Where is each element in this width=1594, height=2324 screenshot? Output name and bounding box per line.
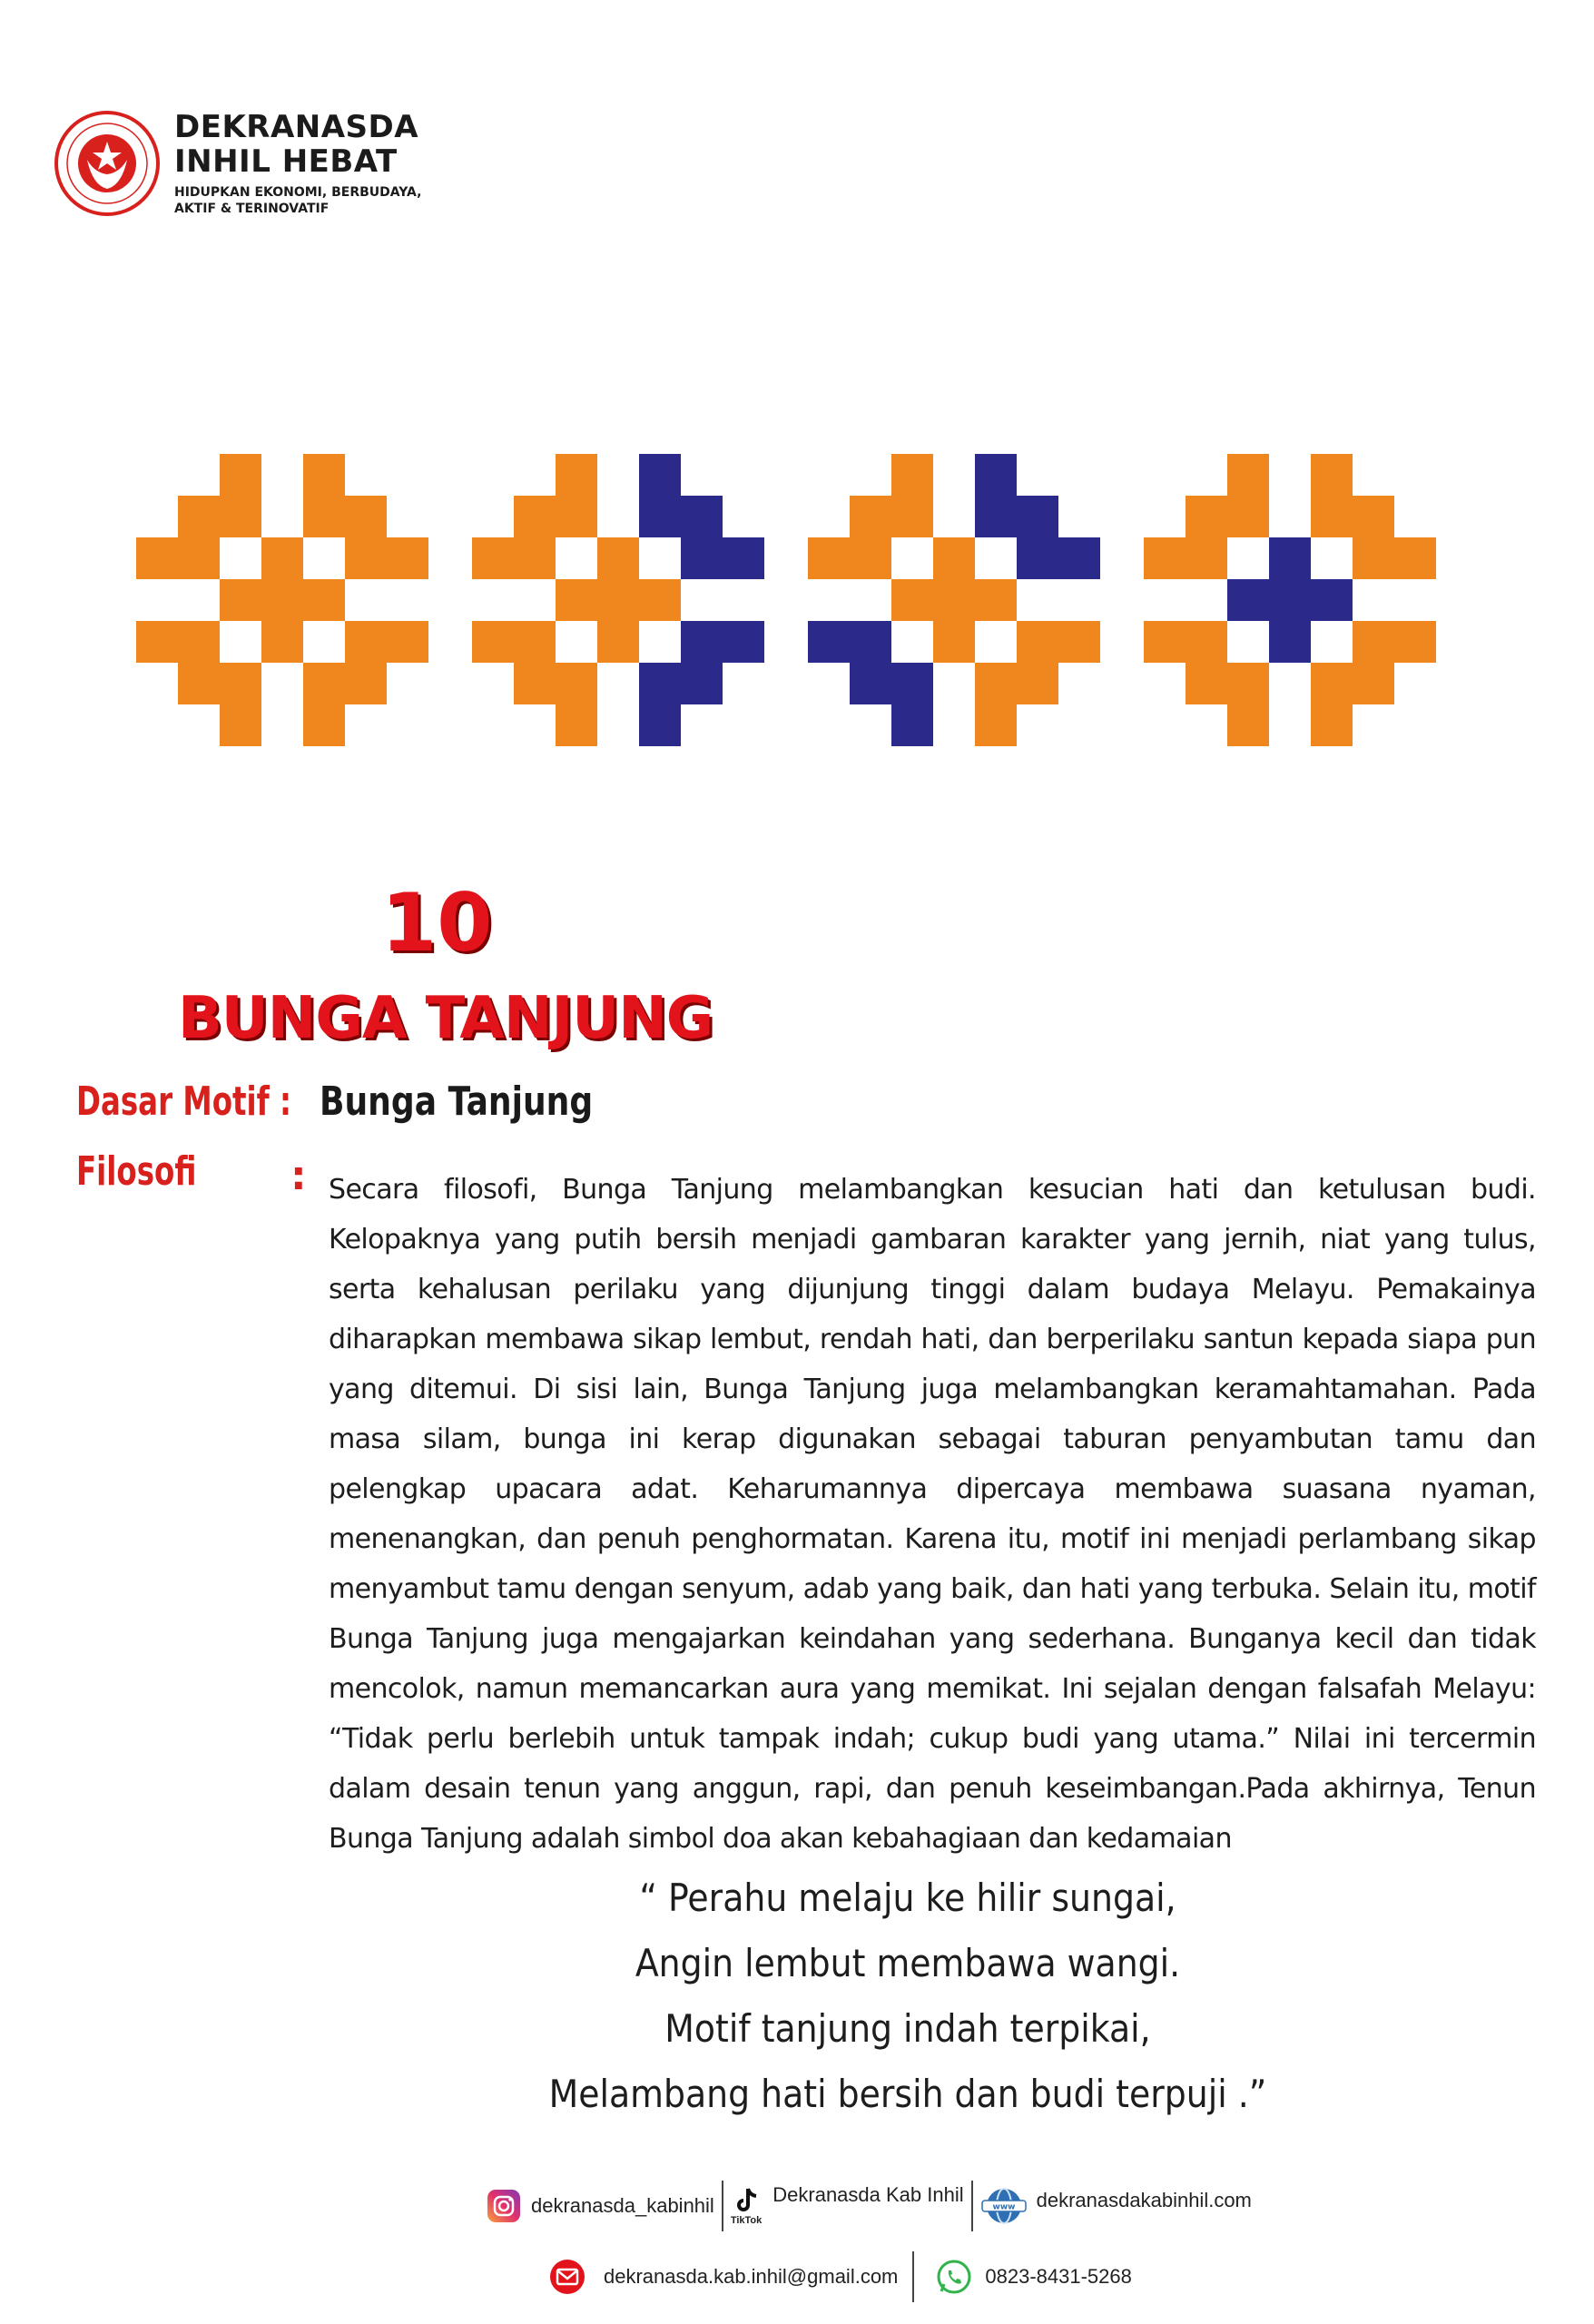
motif-tile bbox=[639, 704, 681, 746]
motif-tile bbox=[514, 621, 556, 663]
motif-tile bbox=[597, 537, 639, 579]
motif-tile bbox=[1269, 537, 1311, 579]
tiktok-handle: Dekranasda Kab Inhil bbox=[772, 2183, 964, 2206]
phone-number: 0823-8431-5268 bbox=[985, 2265, 1132, 2288]
motif-tile bbox=[975, 579, 1017, 621]
brand-name-line2: INHIL HEBAT bbox=[174, 143, 398, 180]
brand-text bbox=[174, 110, 421, 217]
motif-tile bbox=[1017, 621, 1058, 663]
brand-header bbox=[53, 109, 421, 218]
motif-tile bbox=[1017, 496, 1058, 537]
motif-tile bbox=[1227, 579, 1269, 621]
motif-tile bbox=[808, 621, 850, 663]
motif-tile bbox=[850, 621, 891, 663]
motif-tile bbox=[1353, 621, 1394, 663]
motif-tile bbox=[639, 496, 681, 537]
motif-tile bbox=[556, 454, 597, 496]
motif-tile bbox=[1394, 621, 1436, 663]
instagram-handle: dekranasda_kabinhil bbox=[531, 2194, 714, 2217]
motif-tile bbox=[681, 537, 723, 579]
motif-tile bbox=[178, 621, 220, 663]
motif-tile bbox=[1144, 621, 1186, 663]
motif-tile bbox=[556, 704, 597, 746]
motif-tile bbox=[220, 663, 261, 704]
dasar-motif-value: Bunga Tanjung bbox=[320, 1078, 594, 1125]
divider bbox=[971, 2181, 973, 2231]
motif-tile bbox=[514, 663, 556, 704]
motif-tile bbox=[514, 496, 556, 537]
motif-tile bbox=[472, 621, 514, 663]
motif-tile bbox=[1311, 496, 1353, 537]
motif-tile bbox=[891, 454, 933, 496]
poem bbox=[499, 1866, 1316, 2127]
motif-tile bbox=[220, 579, 261, 621]
motif-tile bbox=[220, 454, 261, 496]
phone-link[interactable] bbox=[936, 2259, 1131, 2295]
motif-tile bbox=[1353, 537, 1394, 579]
motif-tile bbox=[933, 537, 975, 579]
instagram-link[interactable] bbox=[486, 2188, 714, 2224]
motif-tile bbox=[514, 537, 556, 579]
motif-tile bbox=[808, 537, 850, 579]
motif-tile bbox=[639, 579, 681, 621]
dekranasda-logo-icon bbox=[53, 109, 162, 218]
motif-tile bbox=[345, 537, 387, 579]
motif-tile bbox=[345, 663, 387, 704]
motif-tile bbox=[891, 704, 933, 746]
motif-pattern bbox=[1144, 454, 1436, 746]
motif-illustrations bbox=[136, 440, 1480, 776]
motif-tile bbox=[220, 496, 261, 537]
tiktok-icon bbox=[733, 2186, 760, 2215]
motif-tile bbox=[387, 621, 428, 663]
motif-tile bbox=[933, 579, 975, 621]
motif-tile bbox=[850, 537, 891, 579]
motif-tile bbox=[681, 621, 723, 663]
motif-tile bbox=[556, 496, 597, 537]
svg-text:www: www bbox=[992, 2202, 1016, 2212]
motif-tile bbox=[597, 579, 639, 621]
motif-tile bbox=[1227, 704, 1269, 746]
motif-tile bbox=[136, 537, 178, 579]
motif-tile bbox=[472, 537, 514, 579]
poem-line: Melambang hati bersih dan budi terpuji .” bbox=[548, 2072, 1267, 2116]
email-address: dekranasda.kab.inhil@gmail.com bbox=[604, 2265, 899, 2288]
filosofi-label: Filosofi bbox=[76, 1148, 197, 1195]
motif-tile bbox=[933, 621, 975, 663]
motif-tile bbox=[1186, 621, 1227, 663]
motif-tile bbox=[1269, 579, 1311, 621]
motif-tile bbox=[681, 663, 723, 704]
motif-tile bbox=[261, 579, 303, 621]
divider bbox=[912, 2251, 914, 2302]
filosofi-colon: : bbox=[290, 1153, 307, 1199]
motif-tile bbox=[345, 496, 387, 537]
motif-pattern bbox=[808, 454, 1100, 746]
motif-tile bbox=[597, 621, 639, 663]
motif-pattern bbox=[136, 454, 428, 746]
motif-tile bbox=[1227, 663, 1269, 704]
motif-tile bbox=[178, 663, 220, 704]
globe-icon bbox=[980, 2186, 1028, 2226]
motif-title: BUNGA TANJUNG bbox=[178, 985, 713, 1052]
motif-tile bbox=[850, 663, 891, 704]
motif-tile bbox=[387, 537, 428, 579]
brand-tagline-line1: HIDUPKAN EKONOMI, BERBUDAYA, bbox=[174, 185, 422, 200]
motif-tile bbox=[1017, 663, 1058, 704]
motif-tile bbox=[975, 663, 1017, 704]
footer-contact-row bbox=[549, 2251, 1132, 2302]
motif-tile bbox=[303, 579, 345, 621]
motif-tile bbox=[345, 621, 387, 663]
poem-line: “ Perahu melaju ke hilir sungai, bbox=[639, 1876, 1176, 1920]
tiktok-logo-text: TikTok bbox=[730, 2215, 763, 2226]
poem-line: Angin lembut membawa wangi. bbox=[635, 1941, 1181, 1985]
motif-tile bbox=[220, 704, 261, 746]
motif-tile bbox=[1186, 663, 1227, 704]
motif-tile bbox=[639, 454, 681, 496]
tiktok-logo bbox=[731, 2186, 762, 2226]
motif-tile bbox=[1186, 537, 1227, 579]
motif-tile bbox=[891, 496, 933, 537]
motif-tile bbox=[1311, 579, 1353, 621]
motif-tile bbox=[1269, 621, 1311, 663]
motif-tile bbox=[1227, 496, 1269, 537]
motif-tile bbox=[1058, 537, 1100, 579]
motif-tile bbox=[1186, 496, 1227, 537]
brand-tagline-line2: AKTIF & TERINOVATIF bbox=[174, 202, 330, 216]
email-icon bbox=[549, 2259, 585, 2295]
website-link[interactable] bbox=[980, 2186, 1252, 2226]
motif-tile bbox=[975, 454, 1017, 496]
motif-tile bbox=[639, 663, 681, 704]
motif-tile bbox=[136, 621, 178, 663]
motif-pattern bbox=[472, 454, 764, 746]
motif-tile bbox=[556, 663, 597, 704]
motif-tile bbox=[1227, 454, 1269, 496]
motif-tile bbox=[850, 496, 891, 537]
motif-tile bbox=[1311, 663, 1353, 704]
tiktok-link[interactable] bbox=[730, 2183, 964, 2226]
motif-tile bbox=[975, 496, 1017, 537]
motif-tile bbox=[891, 663, 933, 704]
motif-tile bbox=[723, 621, 764, 663]
email-link[interactable] bbox=[549, 2259, 898, 2295]
motif-tile bbox=[975, 704, 1017, 746]
motif-tile bbox=[723, 537, 764, 579]
motif-tile bbox=[303, 704, 345, 746]
poem-line: Motif tanjung indah terpikai, bbox=[664, 2006, 1151, 2051]
motif-tile bbox=[1353, 496, 1394, 537]
motif-tile bbox=[1017, 537, 1058, 579]
motif-tile bbox=[178, 537, 220, 579]
divider bbox=[722, 2181, 723, 2231]
motif-tile bbox=[303, 496, 345, 537]
motif-tile bbox=[556, 579, 597, 621]
motif-tile bbox=[1394, 537, 1436, 579]
motif-tile bbox=[1311, 704, 1353, 746]
dasar-motif-label: Dasar Motif : bbox=[76, 1078, 292, 1125]
motif-tile bbox=[1311, 454, 1353, 496]
brand-name-line1: DEKRANASDA bbox=[174, 109, 419, 145]
footer-social-row bbox=[486, 2181, 1252, 2231]
motif-tile bbox=[303, 663, 345, 704]
filosofi-text: Secara filosofi, Bunga Tanjung melambangkan kesucian hati dan ketulusan budi. Kelopaknya yang putih bersih menjadi gambaran karakter yang jernih, niat yang tulus, serta kehalusan perilaku yang dijunjung tinggi dalam budaya Melayu. Pemakainya diharapkan membawa sikap lembut, rendah hati, dan berperilaku santun kepada siapa pun yang ditemui. Di sisi lain, Bunga Tanjung juga melambangkan keramahtamahan. Pada masa silam, bunga ini kerap digunakan sebagai taburan penyambutan tamu dan pelengkap upacara adat. Keharumannya dipercaya membawa suasana nyaman, menenangkan, dan penuh penghormatan. Karena itu, motif ini menjadi perlambang sikap menyambut tamu dengan senyum, adab yang baik, dan hati yang terbuka. Selain itu, motif Bunga Tanjung juga mengajarkan keindahan yang sederhana. Bunganya kecil dan tidak mencolok, namun memancarkan aura yang memikat. Ini sejalan dengan falsafah Melayu: “Tidak perlu berlebih untuk tampak indah; cukup budi yang utama.” Nilai ini tercermin dalam desain tenun yang anggun, rapi, dan penuh keseimbangan.Pada akhirnya, Tenun Bunga Tanjung adalah simbol doa akan kebahagiaan dan kedamaian bbox=[329, 1174, 1536, 1855]
motif-tile bbox=[261, 621, 303, 663]
motif-number: 10 bbox=[381, 876, 493, 970]
whatsapp-icon bbox=[936, 2259, 972, 2295]
instagram-icon bbox=[486, 2188, 522, 2224]
motif-tile bbox=[178, 496, 220, 537]
motif-tile bbox=[303, 454, 345, 496]
motif-tile bbox=[1144, 537, 1186, 579]
motif-tile bbox=[1058, 621, 1100, 663]
motif-tile bbox=[681, 496, 723, 537]
motif-tile bbox=[1353, 663, 1394, 704]
motif-tile bbox=[891, 579, 933, 621]
motif-tile bbox=[261, 537, 303, 579]
website-url: dekranasdakabinhil.com bbox=[1036, 2189, 1252, 2211]
